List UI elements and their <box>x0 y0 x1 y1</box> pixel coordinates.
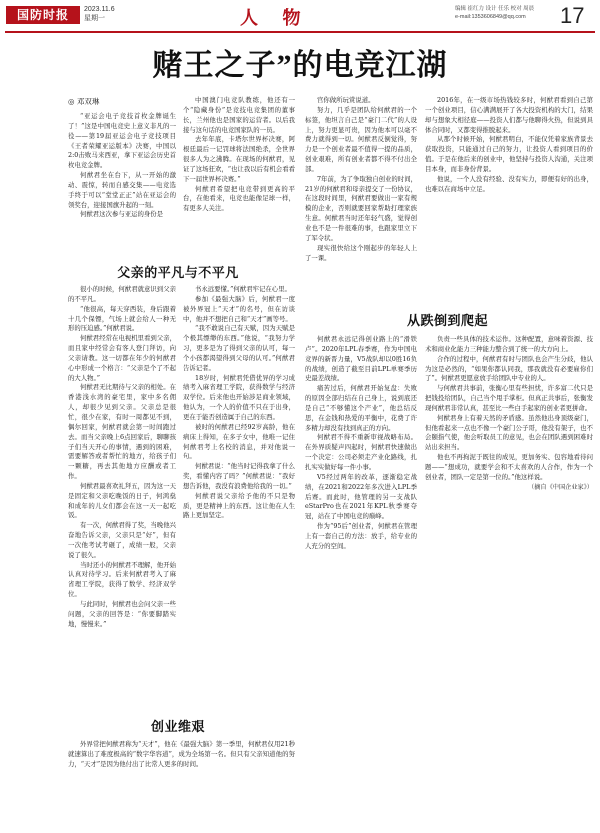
paragraph: 当时还小的何猷君不理解，他开始认真对待学习。后来何猷君考入了麻省理工学院，获得了数学、经济双学位。 <box>68 560 176 599</box>
issue-date <box>84 5 115 23</box>
paragraph: 7年前，为了争取独自创业的时间，21岁的何猷君和母亲提交了一份协议，在这段时间里，何猷君要做出一家有规模的企业，否则就要回家帮助打理家族生意。何猷君当时还年轻气盛，觉得创业也不是一件很难的事，也跟家里立下了军令状。 <box>305 174 417 242</box>
paragraph: “我不敢说自己有天赋，因为天赋是个极其缥缈的东西。”他说，“我努力学习，更多是为了得到父亲的认可，每一个小孩都渴望得到父母的认可。”何猷君告诉记者。 <box>183 324 295 372</box>
paragraph: 现实很快给这个刚起步的年轻人上了一课。 <box>305 243 417 262</box>
paragraph: 何猷君希望把电竞带到更高的平台，在他看来，电竞也能像足球一样，有更多人关注。 <box>183 184 295 213</box>
column-2-bottom <box>183 285 295 720</box>
article-headline: 赌王之子”的电竞江湖 <box>152 49 448 82</box>
paragraph: 被时的何猷君已经92岁高龄，他在病床上得知，在多子女中，他唯一记住何猷君考上名校的消息，并对他说一句。 <box>183 422 295 461</box>
paragraph: 何猷君说：“他当时记得我拿了什么奖，看懂内容了吗？”何猷君说：“我好想告诉他，我没有浪费他给我的一切。” <box>183 462 295 490</box>
column-4-bottom <box>425 335 593 828</box>
paragraph: 18岁时，何猷君凭借优异的学习成绩考入麻省理工学院，获得数学与经济双学位。后来他也开始涉足商业领域，他认为，一个人的价值不只在于出身，更在于能否创造属于自己的东西。 <box>183 373 295 421</box>
subheading-1: 父亲的平凡与不平凡 <box>117 266 239 281</box>
paragraph: 外界常把何猷君称为“天才”，他在《最强大脑》第一季里，何猷君仅用21秒就速算出了难度极高的“数字华容道”，成为全场第一名。但只有父亲知道他的努力，“天才”是因为他付出了比常人更多的时间。 <box>68 740 295 768</box>
paragraph: 2016年，在一级市场热钱较多时，何猷君看到自己第一个创业项目，信心满满展开了各大投资机构的大门，结果却与想象大相径庭——投资人们都与他聊得火热，但说到具体合同时，又都变得推脱起来。 <box>425 96 593 134</box>
paragraph: 何猷君永远记得创业路上的“滑铁卢”。2020年LPL春季赛，作为中国电竞界的新晋力量，V5战队却以0胜16负的战绩，创造了截至目前LPL单赛季历史最差战绩。 <box>305 335 417 383</box>
paragraph: 与何猷君共事前，张衡心里有些担忧，许多富二代只是把钱投给团队，自己当个甩手掌柜。但真正共事后，张衡发现何猷君非常认真，甚至比一些白手起家的创业者更拼命。 <box>425 384 593 412</box>
paragraph: 官你做所玩赏说道。 <box>317 96 375 104</box>
paragraph: 何猷君身上有着天然的矛盾感。虽然他出身顶级豪门，但他看起来一点也不像一个豪门公子哥，他没有架子，也不会颐指气使，他会听取员工的意见，也会在团队遇到困难时站出来担当。 <box>425 413 593 452</box>
page-number: 17 <box>560 3 585 28</box>
weekday-text: 星期一 <box>84 15 105 22</box>
paragraph: 作为“95后”创业者，何猷君在管理上有一套自己的方法：放手，给专业的人充分的空间。 <box>305 522 417 550</box>
paragraph: 何猷君最喜欢礼拜五，因为这一天是固定和父亲吃晚饭的日子，何鸿燊和成年的儿女们都会在这一天一起吃饭。 <box>68 481 176 520</box>
column-3-top <box>305 96 417 306</box>
paragraph: 何猷君坐在台下，从一开始的激动、震惊，转而自感交集——电竞选手终于可以“堂堂正正”站在亚运会的领奖台，迎接国旗升起的一刻。 <box>68 171 176 209</box>
paragraph: 合作的过程中，何猷君有时与团队也会产生分歧，他认为这是必然的，“如果你都认同我，那我就没有必要雇你们了”。何猷君更愿意放手给团队中专业的人。 <box>425 354 593 383</box>
paragraph: 中国澳门电竞队教练，他还有一个“隐藏身份”是竞技电竞集团的董事长，兰州他也是国家的运营者。以后我接与这句话的电竞国家队的一员。 <box>183 96 295 134</box>
paragraph: 从那个时候开始，何猷君明白，不能仅凭着家族背景去获取投资，只能通过自己的努力，让投资人看到项目的价值。于是在他后来的创业中，他坚持与投资人沟通，关注项目本身，而非身份背景。 <box>425 135 593 173</box>
subheading-2: 从跌倒到爬起 <box>406 314 488 329</box>
header-rule <box>5 31 595 33</box>
column-2-top <box>183 96 295 256</box>
paragraph: 何猷君经常在电视机里看到父亲，而且家中经常会有客人登门拜访，向父亲请教。这一切都在年少的何猷君心中形成一个格言：“父亲是个了不起的大人物。” <box>68 334 176 382</box>
paragraph: 书永远要懂。”何猷君牢记在心里。 <box>195 285 291 293</box>
section-title: 人 物 <box>240 8 311 28</box>
subheading-3: 创业维艰 <box>150 720 205 735</box>
paragraph: 何猷君这次参与亚运的身份是 <box>80 210 164 219</box>
paragraph: 他说，一个人没有经验、没有实力，即便有好的出身，也难以在商场中立足。 <box>425 174 593 193</box>
email-text: e-mail:1353606849@qq.com <box>455 14 526 20</box>
paragraph: 有一次，何猷君得了奖，当晚他兴奋地告诉父亲，父亲只是“好”，但有一次他考试考砸了，成绩一般，父亲说了很久。 <box>68 521 176 559</box>
paragraph: 何猷君说父亲给予他的不只是物质，更是精神上的东西。这让他在人生路上更加坚定。 <box>183 491 295 520</box>
editorial-credits <box>455 5 534 21</box>
paragraph: 去年年底，卡塔尔世界杯决赛，阿根廷最后一记罚球将法国绝杀，全世界很多人为之沸腾。在现场的何猷君，见证了这场狂欢，“也让我以后有机会看看下一届世界杯决赛。” <box>183 135 295 183</box>
column-1-bottom <box>68 285 176 720</box>
column-3-bottom <box>305 335 417 828</box>
column-1-top <box>68 112 176 220</box>
paragraph: 与此同时，何猷君也会问父亲一些问题，父亲的回答是：“你要脚踏实地，慢慢来。” <box>68 600 176 628</box>
paragraph: 很小的时候，何猷君就意识到父亲的不平凡。 <box>68 285 176 303</box>
column-4-top <box>425 96 593 306</box>
paragraph: V5经过两年的改革，逐渐稳定战绩，在2021和2022年多次进入LPL季后赛。而此时，他管理的另一支战队eStarPro也在2021年KPL秋季赛夺冠，站在了中国电竞的巅峰。 <box>305 472 417 521</box>
paragraph: “他很高，每天穿西装，身后跟着十几个保镖，气场上就会给人一种无形的压迫感。”何猷君说。 <box>68 304 176 333</box>
editors-text: 编辑 崔红力 设计 任乐 校对 周晨 <box>455 6 535 12</box>
date-text: 2023.11.6 <box>84 6 115 13</box>
paragraph: 何猷君不得不重新审视战略布局。在外界质疑声四起时，何猷君快速做出一个决定：公司必须走产业化路线，扎扎实实做好每一件小事。 <box>305 433 417 471</box>
paragraph: 痛苦过后，何猷君开始复盘：失败的原因全部归结在自己身上，说到底还是自己“不够懂这个产业”，他总结反思，在金钱和热爱的平衡中，花费了许多精力却没有找到真正的方向。 <box>305 384 417 432</box>
source-note: （摘自《中国企业家》） <box>528 483 593 491</box>
byline: ◎ 邓双琳 <box>68 97 100 106</box>
paragraph: 负责一些具体的技术运作。这种配置，意味着资源、技术和商业化能力三种能力整合到了统一的大方向上。 <box>425 335 593 353</box>
page-header <box>0 0 600 34</box>
paragraph: 他也不再拘泥于既往的成见，更加务实、包容地看待问题——“想成功，就要学会和不太喜欢的人合作，作为一个创业者，团队一定是第一位的。”他这样说。 <box>425 453 593 481</box>
paragraph: 何猷君无比期待与父亲的相处。在香港浅水湾的豪宅里，家中多名佣人，却很少见到父亲。父亲总是很忙，很少在家，有时一周都见不到，偶尔回家，何猷君就会第一时间跑过去。而当父亲晚上6点回家后，聊聊孩子们当天开心的事情，遇到的困难，需要解答或者帮忙的地方，给孩子们一颗糖，再去其他地方应酬或者工作。 <box>68 383 176 481</box>
newspaper-masthead: 国防时报 <box>6 6 80 24</box>
paragraph: 参加《最强大脑》后，何猷君一度被外界冠上“天才”的名号，但在访谈中，他并不想把自己和“天才”画等号。 <box>183 294 295 323</box>
paragraph: “亚运会电子竞技首枚金牌诞生了！”这是中国电竞史上意义非凡的一役——第19届亚运会电子竞技项目《王者荣耀亚运版本》决赛，中国以2:0击败马来西亚，拿下亚运会历史首枚电竞金牌。 <box>68 112 176 170</box>
paragraph: 努力，几乎是团队给何猷君的一个标签，他坦言自己是“豪门二代”的人设上，努力更显可贵，因为他本可以毫不费力就得到一切。何猷君反倒觉得，努力是一个创业者最不值得一提的品质，创业艰难，所有创业者都不得不付出全部。 <box>305 105 417 173</box>
column-bottom-left <box>68 740 295 828</box>
